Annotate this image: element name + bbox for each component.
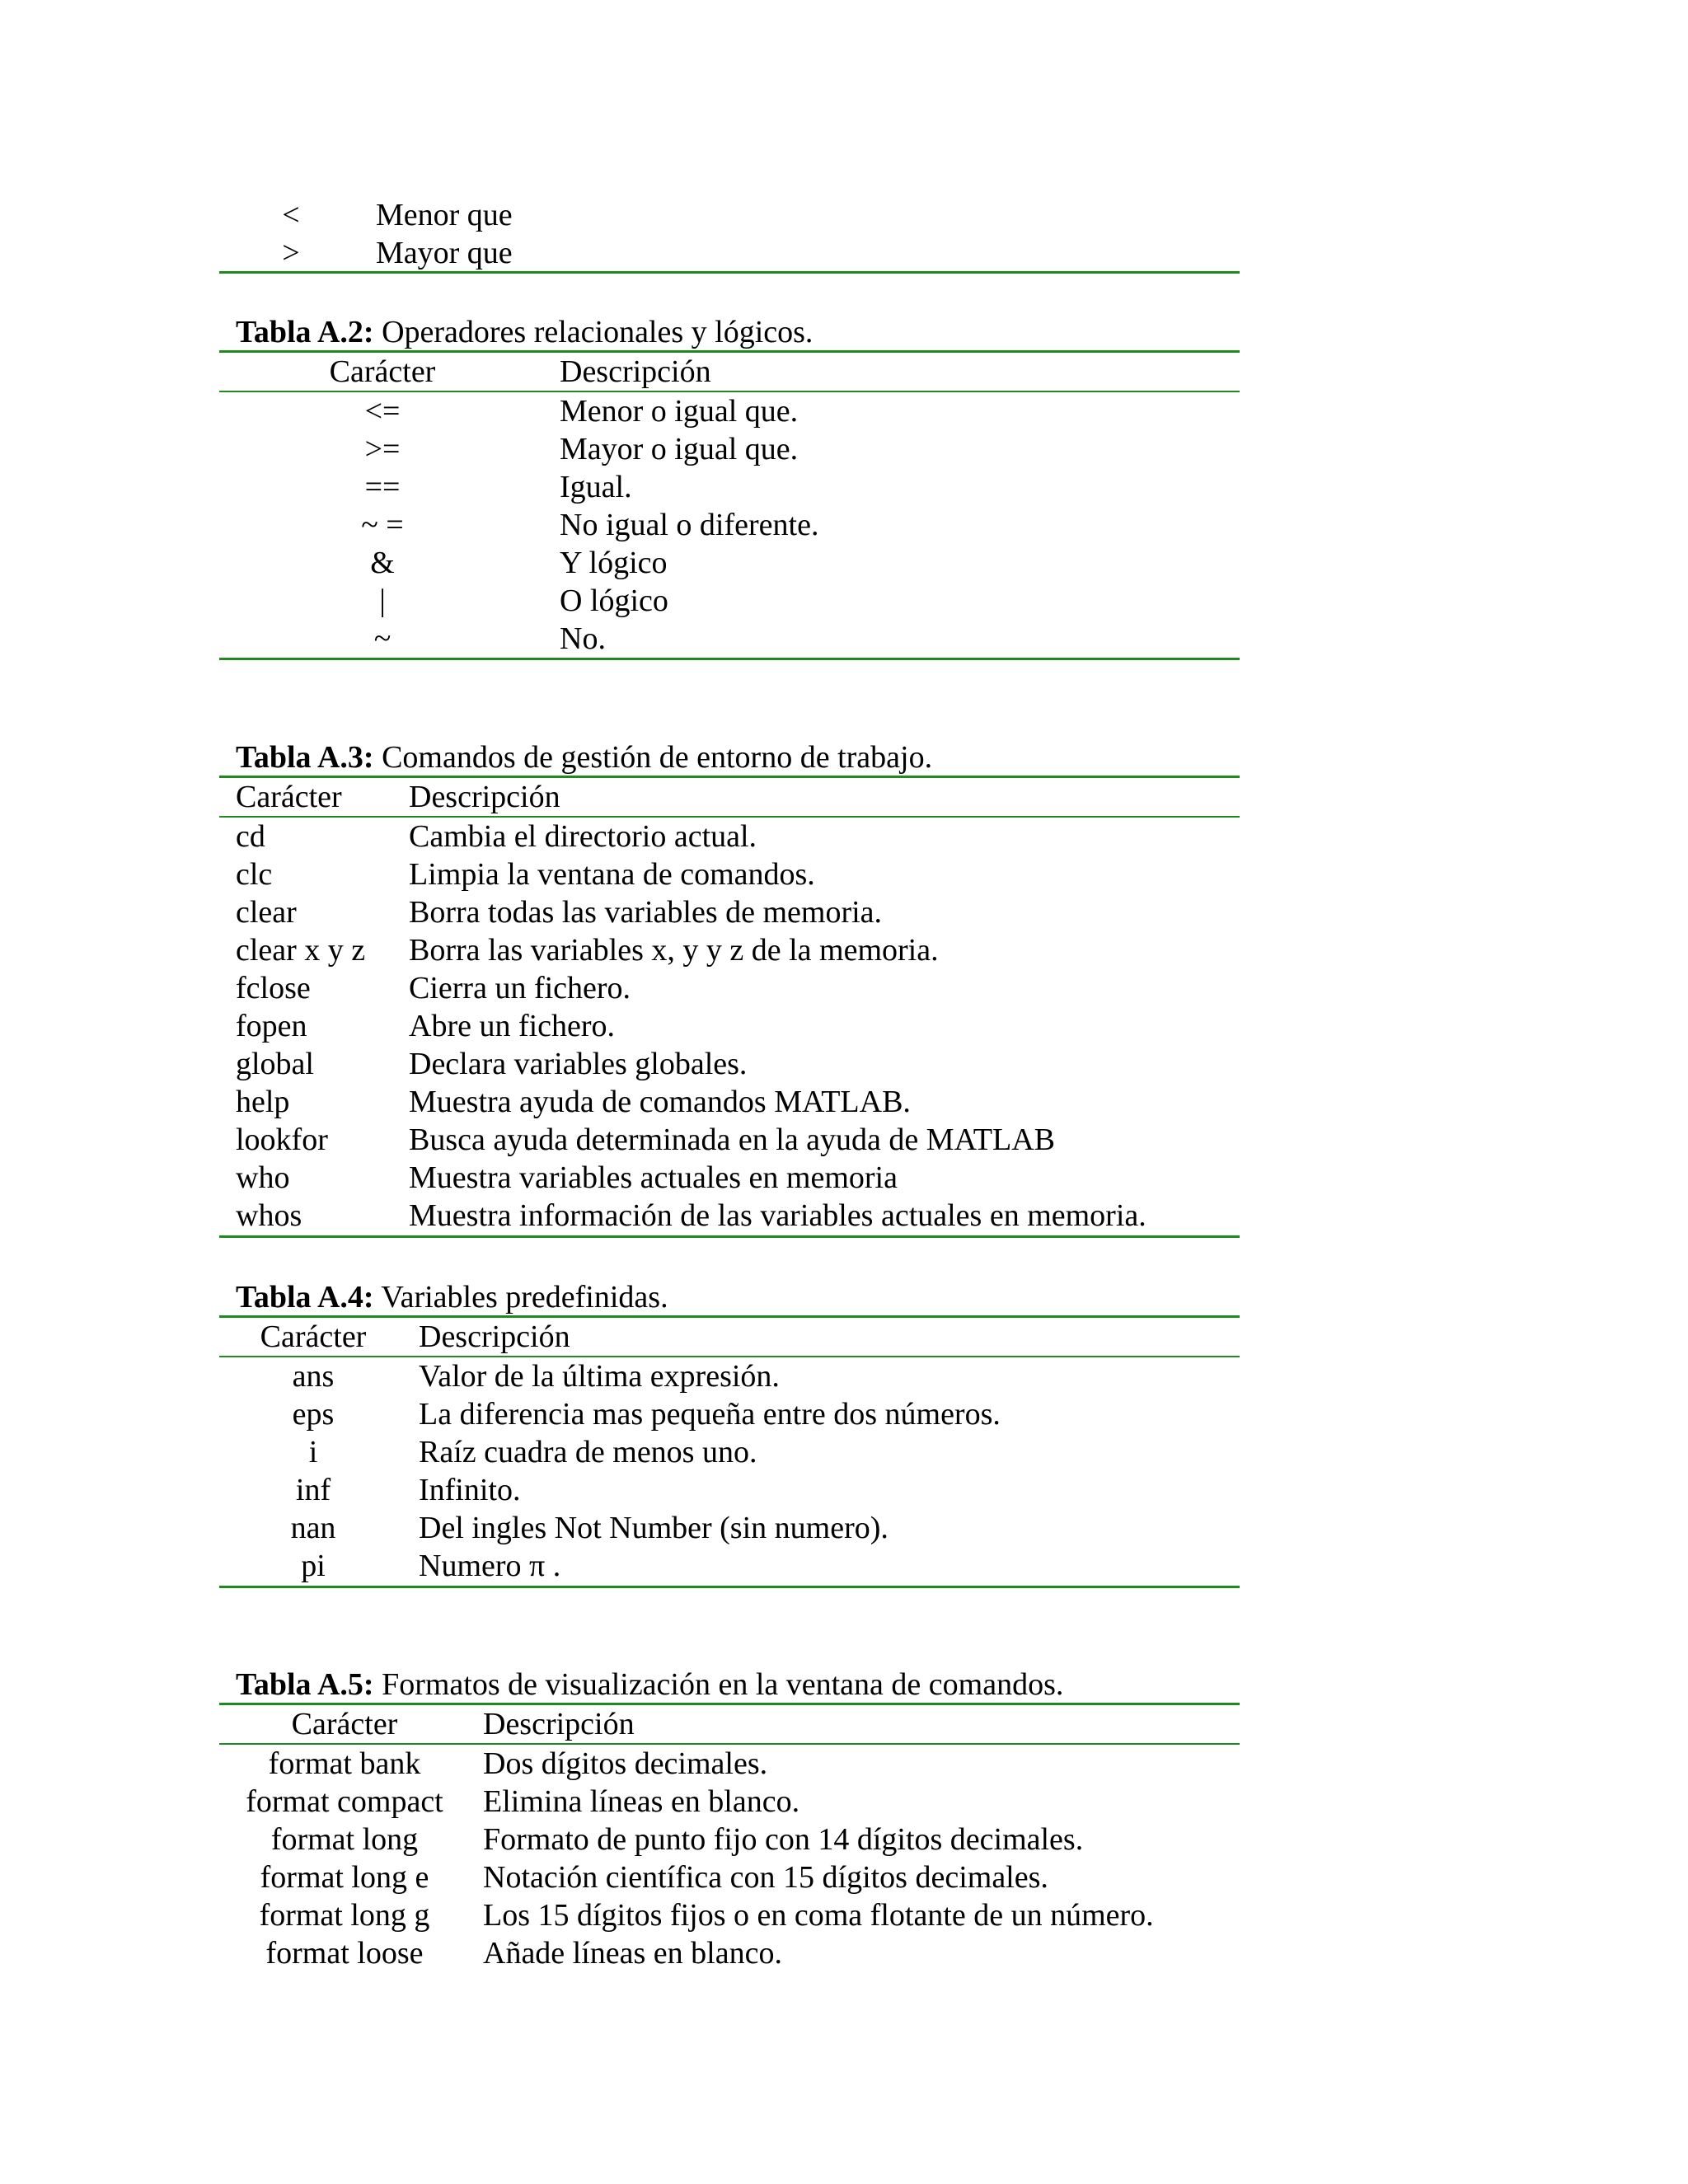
description-cell: Muestra ayuda de comandos MATLAB. xyxy=(409,1085,911,1119)
table-row xyxy=(0,1007,1688,1045)
description-cell: Muestra variables actuales en memoria xyxy=(409,1160,898,1195)
table-row xyxy=(0,1357,1688,1395)
character-cell: i xyxy=(308,1435,318,1469)
table-row xyxy=(0,893,1688,931)
table-bottom-rule xyxy=(219,1586,1240,1588)
description-cell: Borra todas las variables de memoria. xyxy=(409,895,883,930)
table-row xyxy=(0,1121,1688,1159)
character-cell: format loose xyxy=(265,1936,424,1971)
caption-text: Comandos de gestión de entorno de trabajo. xyxy=(373,740,933,775)
character-cell: fclose xyxy=(236,971,311,1005)
character-cell: eps xyxy=(292,1397,335,1432)
table-row xyxy=(0,1159,1688,1197)
description-cell: Muestra información de las variables actuales en memoria. xyxy=(409,1198,1146,1233)
header-character: Carácter xyxy=(329,354,436,389)
description-cell: O lógico xyxy=(560,583,668,618)
character-cell: clear x y z xyxy=(236,933,366,968)
description-cell: Del ingles Not Number (sin numero). xyxy=(419,1511,889,1545)
character-cell: fopen xyxy=(236,1009,307,1043)
table-caption xyxy=(236,738,932,776)
table-row xyxy=(0,1858,1688,1896)
table-row xyxy=(0,1934,1688,1972)
character-cell: who xyxy=(236,1160,290,1195)
table-row xyxy=(0,582,1688,620)
table-caption xyxy=(236,1666,1063,1704)
description-cell: Borra las variables x, y y z de la memoria. xyxy=(409,933,939,968)
table-row xyxy=(0,931,1688,969)
table-row xyxy=(0,1395,1688,1433)
table-row xyxy=(0,1896,1688,1934)
table-row xyxy=(0,1471,1688,1509)
character-cell: clear xyxy=(236,895,297,930)
table-row xyxy=(0,544,1688,582)
table-header-row xyxy=(0,1705,1688,1743)
header-character: Carácter xyxy=(291,1707,398,1741)
table-row xyxy=(0,969,1688,1007)
table-row xyxy=(0,1547,1688,1585)
header-description: Descripción xyxy=(560,354,711,389)
table-row xyxy=(0,234,1688,272)
character-cell: ~ = xyxy=(361,508,404,542)
table-bottom-rule xyxy=(219,658,1240,660)
table-row xyxy=(0,1083,1688,1121)
description-cell: No igual o diferente. xyxy=(560,508,819,542)
symbol-cell: < xyxy=(282,198,300,232)
table-row xyxy=(0,196,1688,234)
description-cell: Igual. xyxy=(560,470,632,504)
description-cell: Abre un fichero. xyxy=(409,1009,616,1043)
table-bottom-rule xyxy=(219,1235,1240,1238)
table-row xyxy=(0,1745,1688,1783)
caption-label: Tabla A.5: xyxy=(236,1667,374,1702)
character-cell: clc xyxy=(236,857,273,892)
table-row xyxy=(0,1509,1688,1547)
description-cell: La diferencia mas pequeña entre dos números. xyxy=(419,1397,1001,1432)
character-cell: & xyxy=(370,546,395,580)
description-cell: Mayor o igual que. xyxy=(560,432,799,466)
description-cell: Añade líneas en blanco. xyxy=(483,1936,782,1971)
character-cell: ~ xyxy=(373,621,392,656)
description-cell: Infinito. xyxy=(419,1473,521,1507)
description-cell: Cierra un fichero. xyxy=(409,971,631,1005)
header-character: Carácter xyxy=(236,780,342,814)
header-character: Carácter xyxy=(260,1319,367,1354)
character-cell: lookfor xyxy=(236,1122,328,1157)
description-cell: Valor de la última expresión. xyxy=(419,1359,780,1394)
table-caption xyxy=(236,1278,668,1316)
table-header-row xyxy=(0,1318,1688,1356)
description-cell: Dos dígitos decimales. xyxy=(483,1746,768,1781)
caption-text: Variables predefinidas. xyxy=(373,1280,668,1315)
description-cell: Cambia el directorio actual. xyxy=(409,819,757,854)
table-row xyxy=(0,430,1688,468)
description-cell: Declara variables globales. xyxy=(409,1047,748,1081)
table-row xyxy=(0,506,1688,544)
character-cell: format long xyxy=(270,1822,419,1857)
character-cell: inf xyxy=(295,1473,331,1507)
description-cell: Numero π . xyxy=(419,1549,561,1583)
description-cell: Mayor que xyxy=(376,236,513,270)
header-description: Descripción xyxy=(419,1319,570,1354)
table-row xyxy=(0,468,1688,506)
description-cell: Y lógico xyxy=(560,546,668,580)
description-cell: Los 15 dígitos fijos o en coma flotante de un número. xyxy=(483,1898,1154,1933)
table-row xyxy=(0,620,1688,658)
table-header-row xyxy=(0,353,1688,391)
description-cell: No. xyxy=(560,621,606,656)
table-row xyxy=(0,1783,1688,1821)
table-bottom-rule xyxy=(219,271,1240,274)
table-row xyxy=(0,1433,1688,1471)
table-row xyxy=(0,855,1688,893)
table-row xyxy=(0,1197,1688,1235)
header-description: Descripción xyxy=(409,780,560,814)
table-header-row xyxy=(0,778,1688,816)
table-row xyxy=(0,818,1688,855)
character-cell: cd xyxy=(236,819,265,854)
character-cell: format long g xyxy=(259,1898,430,1933)
caption-label: Tabla A.3: xyxy=(236,740,374,775)
caption-label: Tabla A.2: xyxy=(236,315,374,349)
description-cell: Formato de punto fijo con 14 dígitos decimales. xyxy=(483,1822,1084,1857)
caption-label: Tabla A.4: xyxy=(236,1280,374,1315)
description-cell: Menor o igual que. xyxy=(560,394,799,429)
description-cell: Menor que xyxy=(376,198,513,232)
character-cell: >= xyxy=(364,432,401,466)
description-cell: Raíz cuadra de menos uno. xyxy=(419,1435,757,1469)
header-description: Descripción xyxy=(483,1707,635,1741)
character-cell: format long e xyxy=(260,1860,429,1895)
character-cell: pi xyxy=(301,1549,326,1583)
table-row xyxy=(0,1821,1688,1858)
table-caption xyxy=(236,313,813,351)
character-cell: global xyxy=(236,1047,314,1081)
description-cell: Elimina líneas en blanco. xyxy=(483,1784,800,1819)
character-cell: == xyxy=(364,470,401,504)
character-cell: | xyxy=(379,583,386,618)
description-cell: Notación científica con 15 dígitos decimales. xyxy=(483,1860,1048,1895)
table-row xyxy=(0,392,1688,430)
character-cell: nan xyxy=(290,1511,336,1545)
caption-text: Formatos de visualización en la ventana de comandos. xyxy=(373,1667,1064,1702)
character-cell: <= xyxy=(364,394,401,429)
character-cell: whos xyxy=(236,1198,302,1233)
character-cell: format compact xyxy=(246,1784,443,1819)
caption-text: Operadores relacionales y lógicos. xyxy=(373,315,814,349)
character-cell: format bank xyxy=(268,1746,421,1781)
description-cell: Limpia la ventana de comandos. xyxy=(409,857,815,892)
character-cell: ans xyxy=(292,1359,335,1394)
symbol-cell: > xyxy=(282,236,300,270)
description-cell: Busca ayuda determinada en la ayuda de MATLAB xyxy=(409,1122,1056,1157)
character-cell: help xyxy=(236,1085,290,1119)
table-row xyxy=(0,1045,1688,1083)
